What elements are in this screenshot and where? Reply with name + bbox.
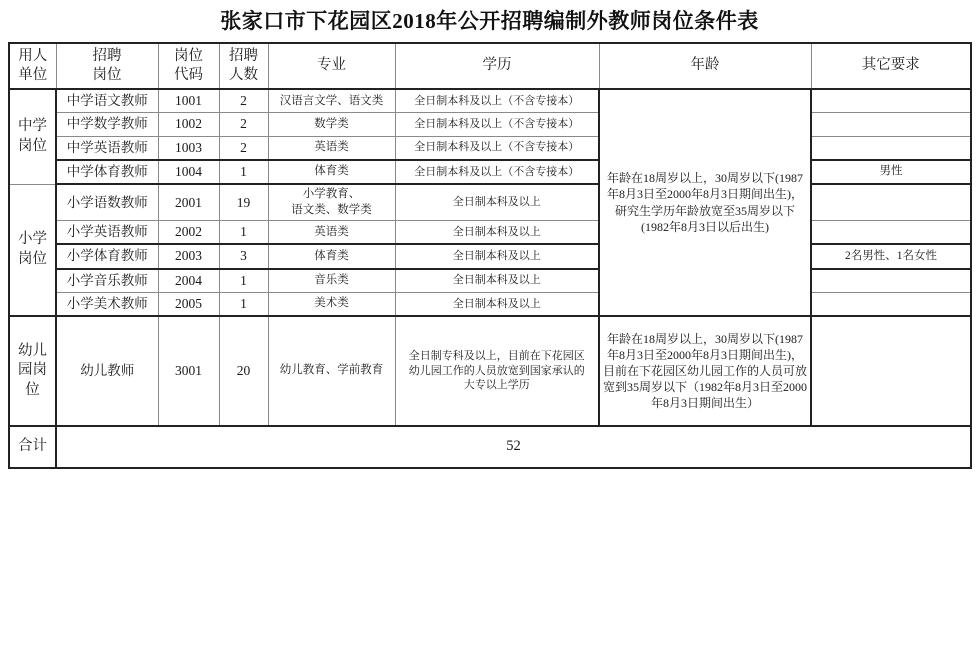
cell-code: 1001: [158, 89, 219, 113]
cell-education-line1: 全日制本科及以上: [452, 196, 541, 209]
table-row: [9, 244, 971, 268]
group-unit-line2-2: 园岗: [18, 362, 47, 379]
cell-code: 2002: [158, 221, 219, 245]
cell-education-line1: 全日制本科及以上（不含专接本）: [414, 118, 580, 131]
cell-count: 1: [219, 221, 268, 245]
page-title: 张家口市下花园区2018年公开招聘编制外教师岗位条件表: [220, 9, 759, 33]
group-unit-line1-0: 中学: [18, 118, 47, 135]
cell-other: [811, 89, 971, 113]
cell-major-line1: 体育类: [314, 165, 349, 178]
cell-post: 小学体育教师: [56, 244, 158, 268]
cell-education-line1: 全日制本科及以上: [452, 225, 541, 238]
cell-major-line1: 美术类: [314, 297, 349, 310]
column-header-code-line2: 代码: [174, 67, 203, 84]
column-header-other: 其它要求: [811, 43, 971, 89]
cell-post: 中学英语教师: [56, 136, 158, 160]
cell-other: [811, 136, 971, 160]
column-header-count-line2: 人数: [229, 67, 258, 84]
cell-education: [395, 160, 599, 184]
cell-major: [268, 244, 395, 268]
cell-major: [268, 269, 395, 293]
cell-other: [811, 269, 971, 293]
cell-count: 1: [219, 160, 268, 184]
column-header-post-line1: 招聘: [92, 47, 122, 64]
column-header-unit-line2: 单位: [18, 67, 48, 84]
cell-major: [268, 316, 395, 426]
cell-other: [811, 316, 971, 426]
cell-education-line2: 幼儿园工作的人员放宽到国家承认的: [408, 364, 585, 377]
cell-major: [268, 136, 395, 160]
cell-count: 2: [219, 136, 268, 160]
group-unit-cell-2: [9, 316, 56, 426]
cell-post: 小学语数教师: [56, 184, 158, 221]
group-unit-line1-2: 幼儿: [18, 342, 47, 359]
cell-other: [811, 113, 971, 136]
job-conditions-table: [8, 42, 972, 469]
cell-major: [268, 160, 395, 184]
cell-count: 1: [219, 269, 268, 293]
cell-code: 2005: [158, 292, 219, 316]
group-unit-line2-0: 岗位: [18, 137, 47, 154]
cell-code: 1004: [158, 160, 219, 184]
group-unit-line1-1: 小学: [18, 231, 47, 248]
group-unit-cell-0: [9, 89, 56, 184]
table-row: [9, 113, 971, 136]
cell-major-line1: 幼儿教育、学前教育: [279, 364, 384, 377]
cell-major-line2: 语文类、数学类: [291, 203, 372, 216]
cell-education-line1: 全日制专科及以上，目前在下花园区: [408, 349, 585, 362]
cell-education: [395, 113, 599, 136]
column-header-education: 学历: [395, 43, 599, 89]
cell-code: 2001: [158, 184, 219, 221]
column-header-post: [56, 43, 158, 89]
cell-education: [395, 244, 599, 268]
cell-count: 3: [219, 244, 268, 268]
cell-education: [395, 184, 599, 221]
total-label: 合计: [9, 426, 56, 468]
cell-education: [395, 221, 599, 245]
cell-other: [811, 221, 971, 245]
cell-major-line1: 数学类: [314, 117, 349, 130]
cell-post: 幼儿教师: [56, 316, 158, 426]
table-row: [9, 184, 971, 221]
table-row: [9, 89, 971, 113]
column-header-unit-line1: 用人: [18, 47, 48, 64]
age-cell-secondary-primary: 年龄在18周岁以上，30周岁以下(1987年8月3日至2000年8月3日期间出生)，研究生学历年龄放宽至35周岁以下(1982年8月3日以后出生): [599, 89, 811, 316]
group-unit-line3-2: 位: [25, 381, 40, 398]
cell-post: 中学体育教师: [56, 160, 158, 184]
cell-count: 19: [219, 184, 268, 221]
cell-code: 3001: [158, 316, 219, 426]
column-header-code: [158, 43, 219, 89]
table-row: [9, 269, 971, 293]
cell-count: 1: [219, 292, 268, 316]
cell-education-line1: 全日制本科及以上: [452, 297, 541, 310]
cell-education: [395, 269, 599, 293]
column-header-major: 专业: [268, 43, 395, 89]
cell-education-line3: 大专以上学历: [463, 379, 530, 392]
column-header-count-line1: 招聘: [229, 47, 258, 64]
cell-count: 2: [219, 113, 268, 136]
cell-other-gender-split: 2名男性、1名女性: [811, 244, 971, 268]
table-row: [9, 316, 971, 426]
cell-education: [395, 316, 599, 426]
cell-post: 小学音乐教师: [56, 269, 158, 293]
cell-education-line1: 全日制本科及以上: [452, 274, 541, 287]
cell-post: 中学语文教师: [56, 89, 158, 113]
cell-code: 2004: [158, 269, 219, 293]
cell-major: [268, 292, 395, 316]
cell-education: [395, 136, 599, 160]
table-row: [9, 136, 971, 160]
total-row: [9, 426, 971, 468]
cell-major: [268, 89, 395, 113]
table-header-row: [9, 43, 971, 89]
cell-other: [811, 292, 971, 316]
cell-major-line1: 小学教育、: [302, 188, 361, 201]
cell-major: [268, 221, 395, 245]
cell-major-line1: 英语类: [314, 141, 349, 154]
table-container: [0, 42, 979, 469]
column-header-age: 年龄: [599, 43, 811, 89]
total-value: 52: [56, 426, 971, 468]
cell-education-line1: 全日制本科及以上（不含专接本）: [414, 94, 580, 107]
age-cell-kindergarten: 年龄在18周岁以上，30周岁以下(1987年8月3日至2000年8月3日期间出生)，目前在下花园区幼儿园工作的人员可放宽到35周岁以下（1982年8月3日至2000年8月3日期间出生）: [599, 316, 811, 426]
cell-major: [268, 113, 395, 136]
cell-other: [811, 184, 971, 221]
column-header-code-line1: 岗位: [174, 47, 203, 64]
cell-code: 1003: [158, 136, 219, 160]
cell-education-line1: 全日制本科及以上: [452, 250, 541, 263]
cell-major-line1: 汉语言文学、语文类: [279, 94, 384, 107]
cell-post: 小学英语教师: [56, 221, 158, 245]
group-unit-line2-1: 岗位: [18, 250, 47, 267]
table-row: [9, 160, 971, 184]
cell-major: [268, 184, 395, 221]
column-header-count: [219, 43, 268, 89]
column-header-post-line2: 岗位: [92, 67, 122, 84]
column-header-unit: [9, 43, 56, 89]
table-row: [9, 292, 971, 316]
group-unit-cell-1: [9, 184, 56, 316]
cell-major-line1: 体育类: [314, 249, 349, 262]
cell-count: 2: [219, 89, 268, 113]
cell-major-line1: 英语类: [314, 225, 349, 238]
cell-count: 20: [219, 316, 268, 426]
cell-post: 中学数学教师: [56, 113, 158, 136]
cell-education: [395, 89, 599, 113]
cell-education-line1: 全日制本科及以上（不含专接本）: [414, 141, 580, 154]
cell-education-line1: 全日制本科及以上（不含专接本）: [414, 165, 580, 178]
cell-code: 1002: [158, 113, 219, 136]
cell-other-male: 男性: [811, 160, 971, 184]
cell-major-line1: 音乐类: [314, 273, 349, 286]
cell-education: [395, 292, 599, 316]
cell-code: 2003: [158, 244, 219, 268]
table-body: [9, 89, 971, 468]
table-row: [9, 221, 971, 245]
cell-post: 小学美术教师: [56, 292, 158, 316]
